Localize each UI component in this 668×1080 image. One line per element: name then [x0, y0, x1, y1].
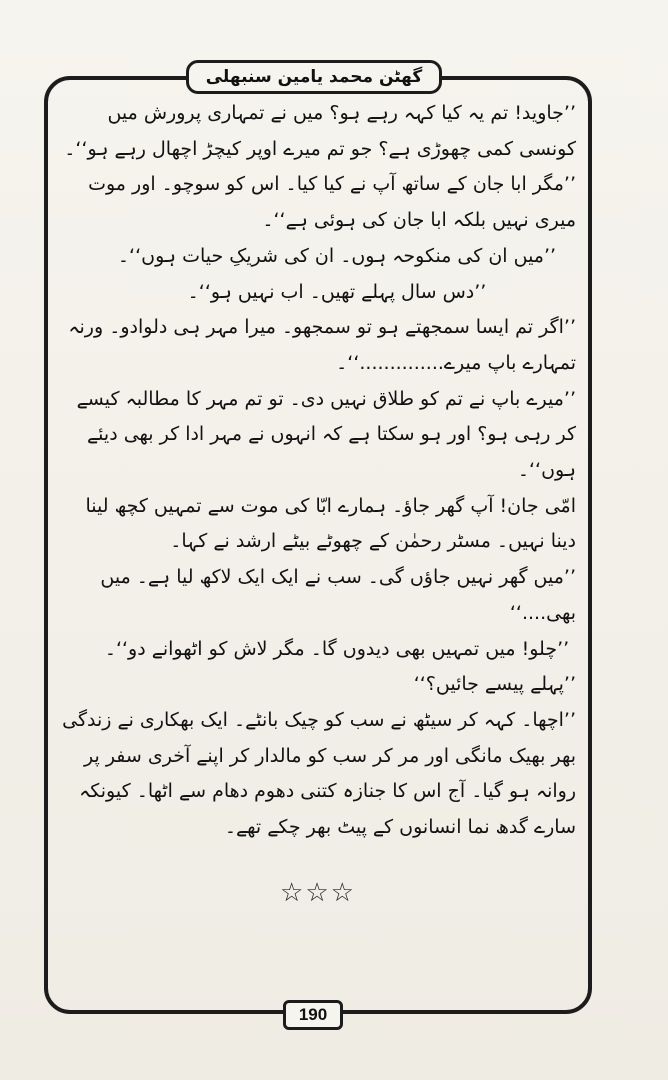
- paragraph: ’’مگر ابا جان کے ساتھ آپ نے کیا کیا۔ اس کو سوچو۔ اور موت میری نہیں بلکہ ابا جان کی ہوئی ہے‘‘۔: [88, 173, 576, 232]
- story-text: [58, 96, 576, 846]
- page-number: 190: [283, 1000, 343, 1030]
- running-header-title: گھٹن محمد یامین سنبھلی: [205, 67, 423, 87]
- bleed-through-text: [310, 900, 580, 978]
- paragraph: ’’میں گھر نہیں جاؤں گی۔ سب نے ایک ایک لاکھ لیا ہے۔ میں بھی....‘‘: [100, 566, 576, 624]
- paragraph: ’’اگر تم ایسا سمجھتے ہو تو سمجھو۔ میرا مہر ہی دلوادو۔ ورنہ تمہارے باپ میرے..............‘‘۔: [68, 316, 576, 374]
- section-end-stars: ☆☆☆: [280, 878, 356, 908]
- paragraph: ’’میرے باپ نے تم کو طلاق نہیں دی۔ تو تم مہر کا مطالبہ کیسے کر رہی ہو؟ اور ہو سکتا ہے کہ انہوں نے مہر ادا کر بھی دیئے ہوں‘‘۔: [76, 387, 576, 482]
- running-header: [186, 60, 442, 94]
- paragraph: ’’چلو! میں تمہیں بھی دیدوں گا۔ مگر لاش کو اٹھوانے دو‘‘۔: [104, 637, 570, 660]
- paragraph: ’’جاوید! تم یہ کیا کہہ رہے ہو؟ میں نے تمہاری پرورش میں کونسی کمی چھوڑی ہے؟ جو تم میرے اوپر کیچڑ اچھال رہے ہو‘‘۔: [64, 102, 576, 160]
- paragraph: ’’اچھا۔ کہہ کر سیٹھ نے سب کو چیک بانٹے۔ ایک بھکاری نے زندگی بھر بھیک مانگی اور مر کر سب کو مالدار کر اپنے آخری سفر پر روانہ ہو گیا۔ آج اس کا جنازہ کتنی دھوم دھام سے اٹھا۔ کیونکہ سارے گدھ نما انسانوں کے پیٹ بھر چکے تھے۔: [62, 708, 576, 839]
- paragraph: ’’میں ان کی منکوحہ ہوں۔ ان کی شریکِ حیات ہوں‘‘۔: [117, 244, 557, 267]
- paragraph: ’’دس سال پہلے تھیں۔ اب نہیں ہو‘‘۔: [187, 280, 487, 303]
- paragraph: امّی جان! آپ گھر جاؤ۔ ہمارے ابّا کی موت سے تمہیں کچھ لینا دینا نہیں۔ مسٹر رحمٰن کے چھوٹے بیٹے ارشد نے کہا۔: [85, 494, 576, 553]
- paragraph: ’’پہلے پیسے جائیں؟‘‘: [413, 673, 576, 696]
